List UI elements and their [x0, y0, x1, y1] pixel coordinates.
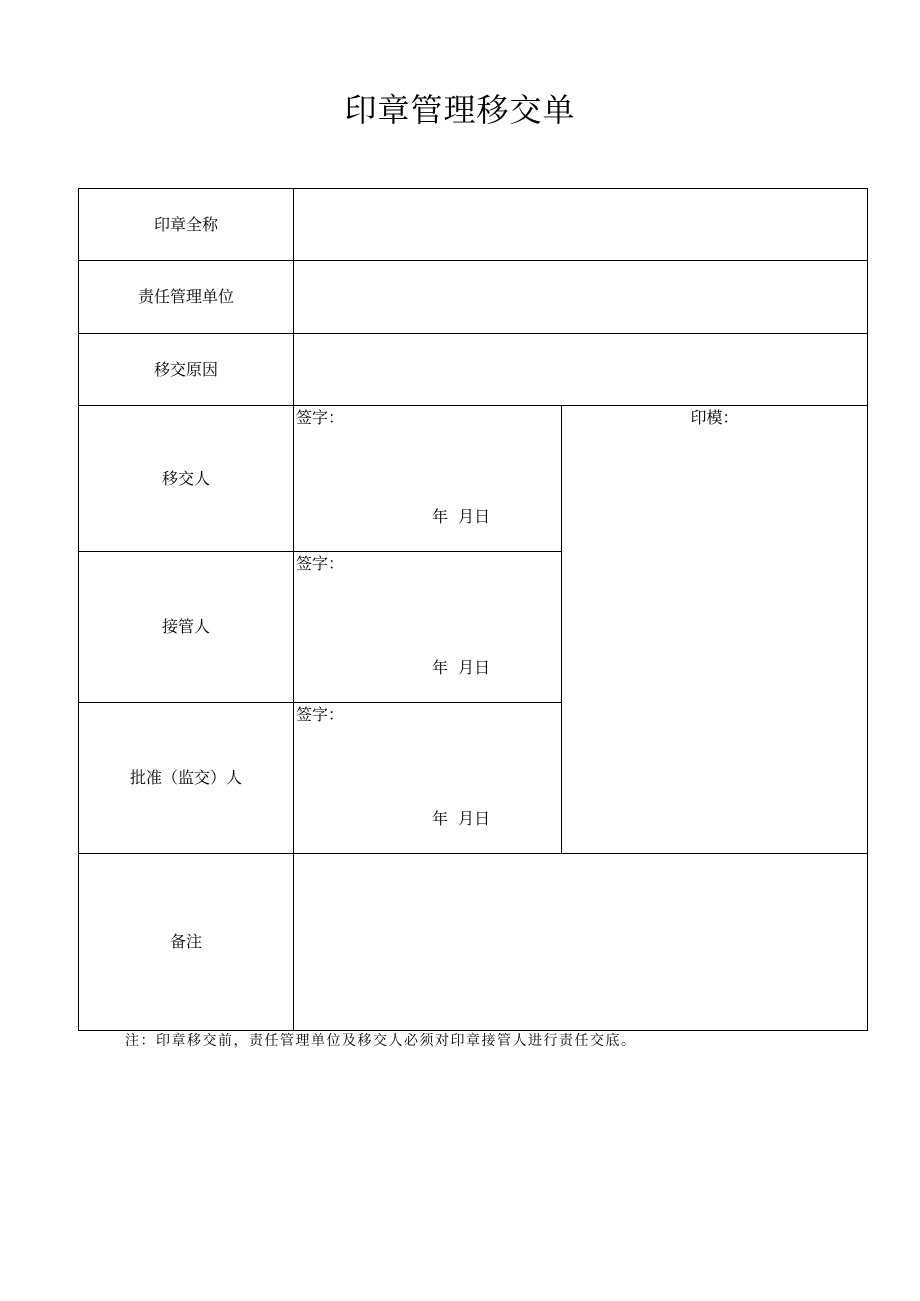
approver-signature-field[interactable] — [294, 703, 562, 854]
transferor-label: 移交人 — [79, 406, 294, 552]
receiver-signature-field[interactable] — [294, 552, 562, 703]
row-transfer-reason — [79, 334, 868, 406]
receiver-date-label: 年 月日 — [432, 658, 491, 677]
transferor-date-label: 年 月日 — [432, 507, 491, 526]
responsible-unit-label: 责任管理单位 — [79, 261, 294, 334]
transfer-reason-label: 移交原因 — [79, 334, 294, 406]
page-title: 印章管理移交单 — [344, 91, 576, 129]
approver-date-label: 年 月日 — [432, 809, 491, 828]
row-seal-name — [79, 189, 868, 261]
transfer-form-table — [78, 188, 868, 1031]
seal-name-field[interactable] — [294, 189, 868, 261]
transferor-signature-field[interactable] — [294, 406, 562, 552]
footnote: 注：印章移交前，责任管理单位及移交人必须对印章接管人进行责任交底。 — [125, 1033, 637, 1049]
row-remarks — [79, 854, 868, 1031]
receiver-label: 接管人 — [79, 552, 294, 703]
seal-impression-field[interactable] — [562, 406, 868, 854]
approver-signature-label: 签字： — [296, 705, 345, 724]
transferor-signature-label: 签字： — [296, 408, 345, 427]
approver-label: 批准（监交）人 — [79, 703, 294, 854]
row-responsible-unit — [79, 261, 868, 334]
row-transferor — [79, 406, 868, 552]
receiver-signature-label: 签字： — [296, 554, 345, 573]
responsible-unit-field[interactable] — [294, 261, 868, 334]
seal-impression-label: 印模： — [690, 408, 739, 427]
remarks-label: 备注 — [79, 854, 294, 1031]
seal-name-label: 印章全称 — [79, 189, 294, 261]
remarks-field[interactable] — [294, 854, 868, 1031]
transfer-reason-field[interactable] — [294, 334, 868, 406]
